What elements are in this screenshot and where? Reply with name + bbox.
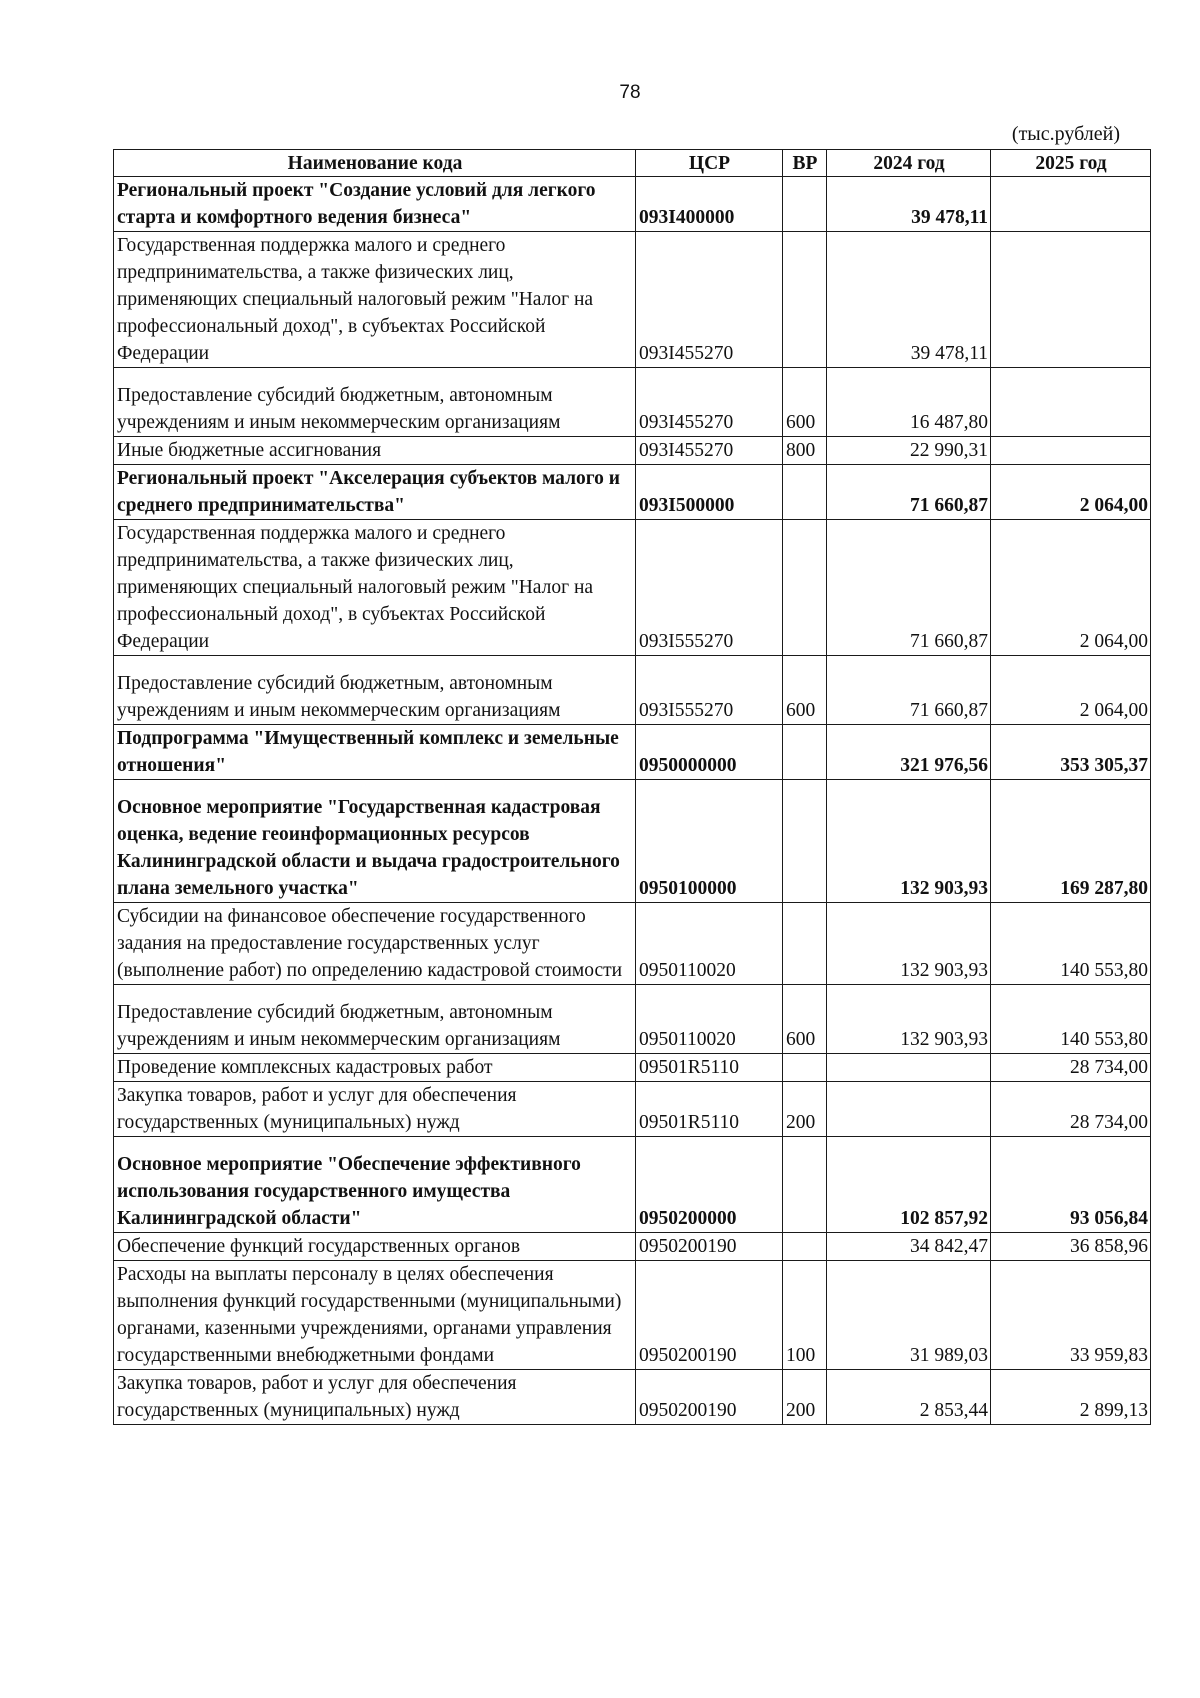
header-csr: ЦСР: [636, 150, 783, 177]
row-name: Закупка товаров, работ и услуг для обеспечения государственных (муниципальных) нужд: [114, 1082, 636, 1137]
row-vr: [783, 780, 827, 903]
row-name: Закупка товаров, работ и услуг для обеспечения государственных (муниципальных) нужд: [114, 1370, 636, 1425]
row-csr: 093I555270: [636, 520, 783, 656]
row-csr: 0950200190: [636, 1261, 783, 1370]
table-row: [114, 725, 1151, 780]
row-vr: 600: [783, 368, 827, 437]
row-name: Обеспечение функций государственных органов: [114, 1233, 636, 1261]
table-row: [114, 1370, 1151, 1425]
row-name: Расходы на выплаты персоналу в целях обеспечения выполнения функций государственными (муниципальными) органами, казенными учреждениями, органами управления государственными внебюджетными фондами: [114, 1261, 636, 1370]
table-row: [114, 903, 1151, 985]
row-2024: 321 976,56: [827, 725, 991, 780]
row-2025: 2 064,00: [991, 465, 1151, 520]
row-2025: 28 734,00: [991, 1082, 1151, 1137]
row-vr: [783, 177, 827, 232]
row-2024: 132 903,93: [827, 903, 991, 985]
table-row: [114, 520, 1151, 656]
row-vr: 600: [783, 985, 827, 1054]
page-number: 78: [619, 82, 641, 103]
row-vr: [783, 232, 827, 368]
table-row: [114, 1233, 1151, 1261]
row-name: Субсидии на финансовое обеспечение государственного задания на предоставление государственных услуг (выполнение работ) по определению кадастровой стоимости: [114, 903, 636, 985]
table-row: [114, 656, 1151, 725]
row-vr: [783, 465, 827, 520]
row-2024: 39 478,11: [827, 232, 991, 368]
row-csr: 0950200000: [636, 1137, 783, 1233]
row-2025: 33 959,83: [991, 1261, 1151, 1370]
row-vr: 100: [783, 1261, 827, 1370]
header-vr: ВР: [783, 150, 827, 177]
row-2024: 31 989,03: [827, 1261, 991, 1370]
row-csr: 09501R5110: [636, 1054, 783, 1082]
row-vr: 800: [783, 437, 827, 465]
row-csr: 09501R5110: [636, 1082, 783, 1137]
row-name: Предоставление субсидий бюджетным, автономным учреждениям и иным некоммерческим организациям: [114, 985, 636, 1054]
row-2025: 169 287,80: [991, 780, 1151, 903]
budget-table: [113, 149, 1151, 1425]
row-vr: 200: [783, 1370, 827, 1425]
row-name: Подпрограмма "Имущественный комплекс и земельные отношения": [114, 725, 636, 780]
row-vr: [783, 903, 827, 985]
table-row: [114, 465, 1151, 520]
row-name: Предоставление субсидий бюджетным, автономным учреждениям и иным некоммерческим организациям: [114, 656, 636, 725]
row-name: Государственная поддержка малого и среднего предпринимательства, а также физических лиц, применяющих специальный налоговый режим "Налог на профессиональный доход", в субъектах Российской Федерации: [114, 520, 636, 656]
row-name: Региональный проект "Создание условий для легкого старта и комфортного ведения бизнеса": [114, 177, 636, 232]
table-row: [114, 1054, 1151, 1082]
table-row: [114, 232, 1151, 368]
row-csr: 093I455270: [636, 232, 783, 368]
row-vr: 600: [783, 656, 827, 725]
row-name: Государственная поддержка малого и среднего предпринимательства, а также физических лиц, применяющих специальный налоговый режим "Налог на профессиональный доход", в субъектах Российской Федерации: [114, 232, 636, 368]
row-2024: 2 853,44: [827, 1370, 991, 1425]
row-2024: 71 660,87: [827, 465, 991, 520]
row-vr: 200: [783, 1082, 827, 1137]
table-row: [114, 985, 1151, 1054]
row-csr: 093I400000: [636, 177, 783, 232]
table-row: [114, 780, 1151, 903]
row-csr: 093I455270: [636, 368, 783, 437]
row-2025: 2 899,13: [991, 1370, 1151, 1425]
table-row: [114, 1082, 1151, 1137]
row-2025: 353 305,37: [991, 725, 1151, 780]
row-csr: 0950100000: [636, 780, 783, 903]
row-name: Основное мероприятие "Государственная кадастровая оценка, ведение геоинформационных ресурсов Калининградской области и выдача градостроительного плана земельного участка": [114, 780, 636, 903]
row-2025: [991, 437, 1151, 465]
row-csr: 0950000000: [636, 725, 783, 780]
header-2024: 2024 год: [827, 150, 991, 177]
row-name: Предоставление субсидий бюджетным, автономным учреждениям и иным некоммерческим организациям: [114, 368, 636, 437]
row-vr: [783, 1137, 827, 1233]
row-2024: 39 478,11: [827, 177, 991, 232]
row-2025: 36 858,96: [991, 1233, 1151, 1261]
row-2024: 16 487,80: [827, 368, 991, 437]
row-vr: [783, 520, 827, 656]
row-2024: 132 903,93: [827, 780, 991, 903]
row-2024: 34 842,47: [827, 1233, 991, 1261]
units-label: (тыс.рублей): [1011, 123, 1120, 145]
row-2025: 2 064,00: [991, 656, 1151, 725]
row-2025: 2 064,00: [991, 520, 1151, 656]
row-2024: 132 903,93: [827, 985, 991, 1054]
row-2024: 102 857,92: [827, 1137, 991, 1233]
row-name: Основное мероприятие "Обеспечение эффективного использования государственного имущества Калининградской области": [114, 1137, 636, 1233]
table-row: [114, 437, 1151, 465]
row-name: Проведение комплексных кадастровых работ: [114, 1054, 636, 1082]
row-2024: 22 990,31: [827, 437, 991, 465]
row-vr: [783, 725, 827, 780]
row-vr: [783, 1054, 827, 1082]
table-row: [114, 177, 1151, 232]
row-2024: [827, 1082, 991, 1137]
row-csr: 0950110020: [636, 985, 783, 1054]
row-2024: 71 660,87: [827, 656, 991, 725]
row-name: Иные бюджетные ассигнования: [114, 437, 636, 465]
table-row: [114, 368, 1151, 437]
header-name: Наименование кода: [114, 150, 636, 177]
row-csr: 0950200190: [636, 1370, 783, 1425]
row-2025: 28 734,00: [991, 1054, 1151, 1082]
table-row: [114, 1261, 1151, 1370]
row-2024: [827, 1054, 991, 1082]
row-vr: [783, 1233, 827, 1261]
row-csr: 093I500000: [636, 465, 783, 520]
row-csr: 0950110020: [636, 903, 783, 985]
table-row: [114, 1137, 1151, 1233]
row-2025: [991, 368, 1151, 437]
row-2025: 140 553,80: [991, 903, 1151, 985]
header-2025: 2025 год: [991, 150, 1151, 177]
table-header-row: [114, 150, 1151, 177]
row-csr: 093I455270: [636, 437, 783, 465]
row-2025: [991, 177, 1151, 232]
row-2024: 71 660,87: [827, 520, 991, 656]
row-name: Региональный проект "Акселерация субъектов малого и среднего предпринимательства": [114, 465, 636, 520]
row-2025: [991, 232, 1151, 368]
row-csr: 093I555270: [636, 656, 783, 725]
row-2025: 140 553,80: [991, 985, 1151, 1054]
row-csr: 0950200190: [636, 1233, 783, 1261]
row-2025: 93 056,84: [991, 1137, 1151, 1233]
